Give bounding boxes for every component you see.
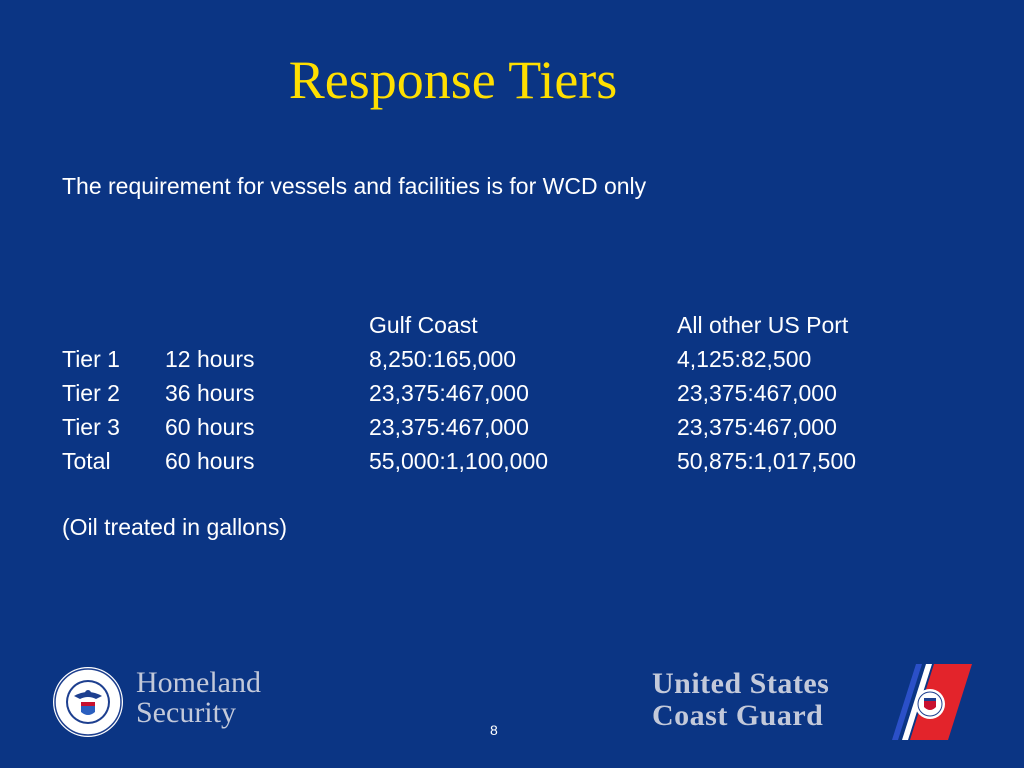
header-all-other-us-port: All other US Port xyxy=(677,312,849,338)
page-number: 8 xyxy=(490,722,498,738)
response-tiers-table xyxy=(62,308,917,478)
tier-label: Total xyxy=(62,448,111,474)
table-row xyxy=(62,444,917,478)
uscg-line-1: United States xyxy=(652,667,830,700)
header-gulf-coast: Gulf Coast xyxy=(369,312,478,338)
gulf-coast-value: 23,375:467,000 xyxy=(369,380,529,406)
gulf-coast-value: 55,000:1,100,000 xyxy=(369,448,549,474)
table-header-row xyxy=(62,308,917,342)
dhs-wordmark xyxy=(136,668,261,728)
header-cell xyxy=(165,308,369,342)
coast-guard-stripe-icon xyxy=(888,664,972,740)
uscg-wordmark xyxy=(652,668,829,732)
slide-subtitle: The requirement for vessels and facilities is for WCD only xyxy=(62,173,647,199)
header-cell xyxy=(62,308,165,342)
other-port-value: 23,375:467,000 xyxy=(677,414,837,440)
tier-hours: 60 hours xyxy=(165,448,255,474)
tier-label: Tier 2 xyxy=(62,380,120,406)
other-port-value: 4,125:82,500 xyxy=(677,346,812,372)
gulf-coast-value: 23,375:467,000 xyxy=(369,414,529,440)
other-port-value: 50,875:1,017,500 xyxy=(677,448,857,474)
tier-hours: 36 hours xyxy=(165,380,255,406)
tier-hours: 60 hours xyxy=(165,414,255,440)
dhs-seal-icon xyxy=(52,666,124,738)
tier-label: Tier 1 xyxy=(62,346,120,372)
units-note: (Oil treated in gallons) xyxy=(62,514,287,540)
uscg-line-2: Coast Guard xyxy=(652,699,824,732)
slide-title: Response Tiers xyxy=(288,50,618,110)
table-row xyxy=(62,410,917,444)
dhs-line-1: Homeland xyxy=(136,666,261,699)
other-port-value: 23,375:467,000 xyxy=(677,380,837,406)
table-row xyxy=(62,342,917,376)
table-row xyxy=(62,376,917,410)
tier-hours: 12 hours xyxy=(165,346,255,372)
tier-label: Tier 3 xyxy=(62,414,120,440)
dhs-line-2: Security xyxy=(136,696,236,729)
gulf-coast-value: 8,250:165,000 xyxy=(369,346,517,372)
